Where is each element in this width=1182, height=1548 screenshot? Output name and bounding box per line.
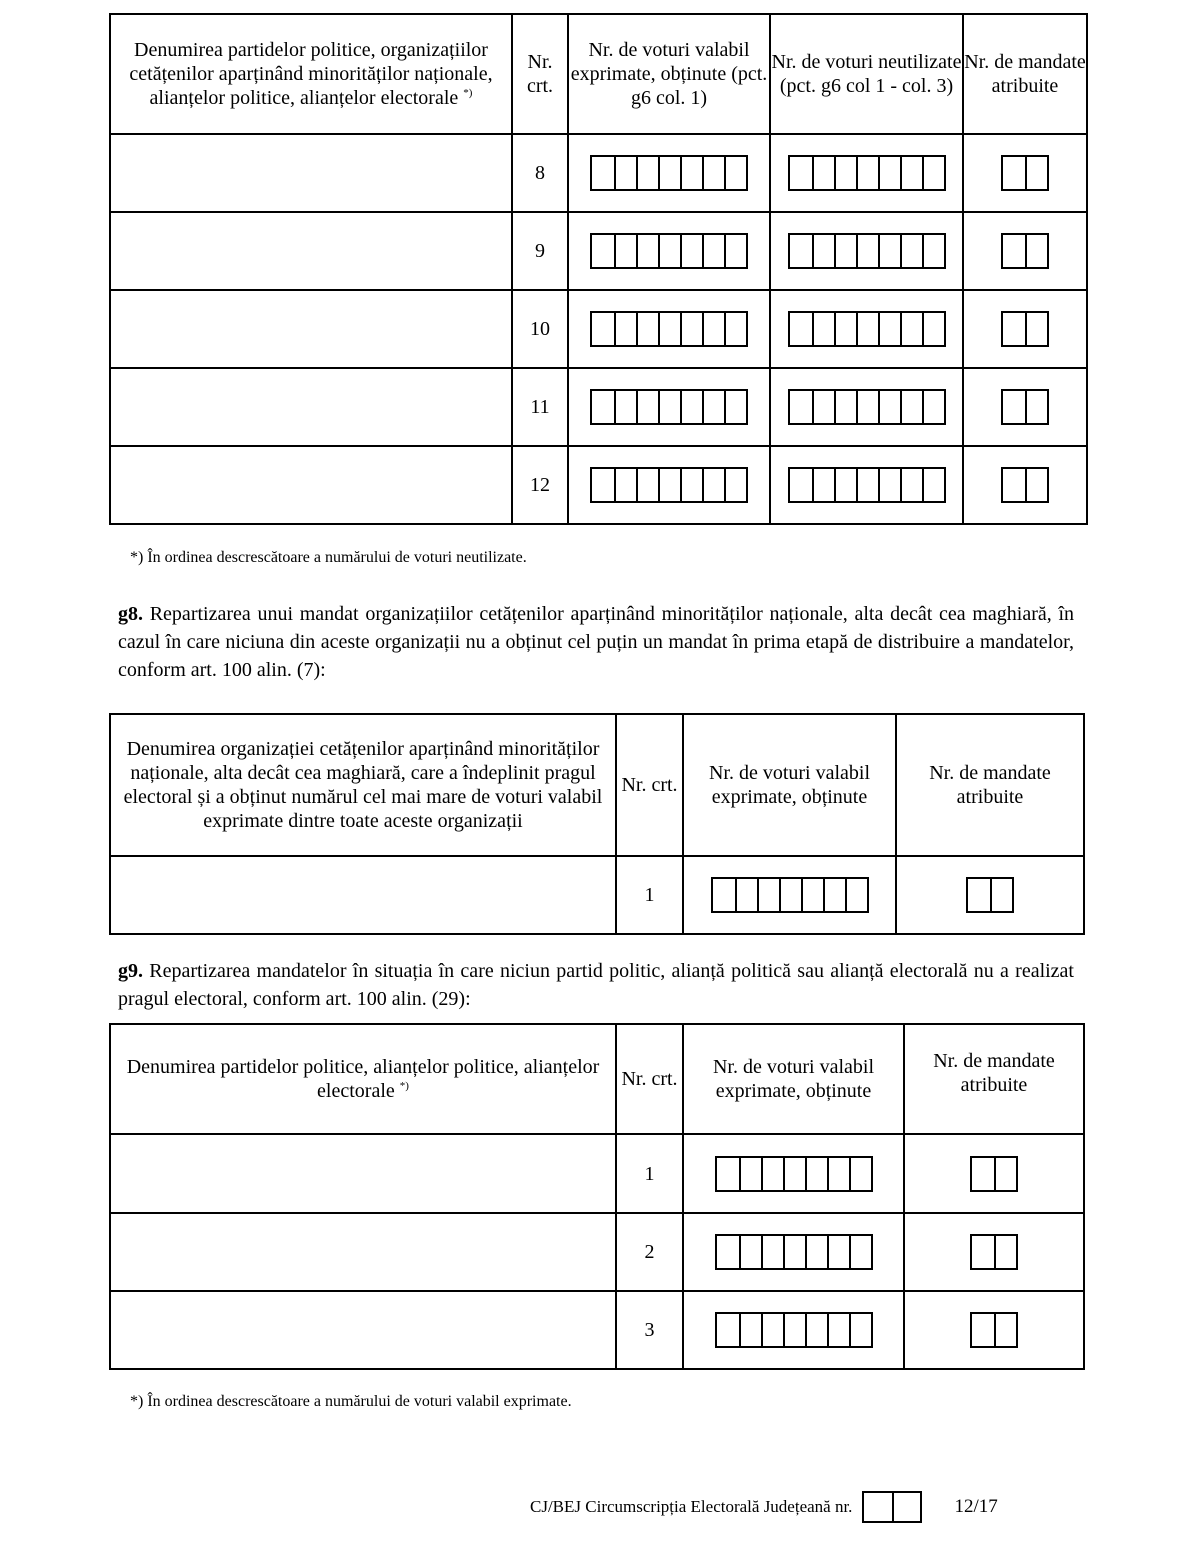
section-g9-text: Repartizarea mandatelor în situația în care niciun partid politic, alianță politică sau alianță electorală nu a realizat pragul electoral, conform art. 100 alin. (29): <box>118 960 1074 1010</box>
name-cell[interactable] <box>110 368 512 446</box>
valid-votes-digit-boxes[interactable] <box>715 1312 873 1348</box>
valid-votes-digit-boxes[interactable] <box>590 233 748 269</box>
table-row <box>110 1134 1084 1213</box>
nr-cell: 1 <box>616 856 683 934</box>
name-cell[interactable] <box>110 290 512 368</box>
mandates-digit-boxes[interactable] <box>1001 311 1049 347</box>
header-nr: Nr. crt. <box>616 714 683 856</box>
header-name: Denumirea organizației cetățenilor aparținând minorităților naționale, alta decât cea maghiară, care a îndeplinit pragul electoral și a obținut numărul cel mai mare de voturi valabil exprimate dintre toate aceste organizații <box>110 714 616 856</box>
table-row <box>110 368 1087 446</box>
valid-votes-cell <box>683 1213 904 1291</box>
mandates-digit-boxes[interactable] <box>1001 389 1049 425</box>
valid-votes-digit-boxes[interactable] <box>590 311 748 347</box>
table-row <box>110 1291 1084 1369</box>
name-cell[interactable] <box>110 1134 616 1213</box>
section-g8-paragraph <box>118 600 1074 684</box>
footer-label: CJ/BEJ Circumscripția Electorală Județeană nr. <box>530 1497 853 1516</box>
unused-votes-digit-boxes[interactable] <box>788 389 946 425</box>
table-g9 <box>109 1023 1085 1370</box>
table-header-row <box>110 14 1087 134</box>
unused-votes-cell <box>770 212 963 290</box>
unused-votes-cell <box>770 446 963 524</box>
valid-votes-cell <box>683 1291 904 1369</box>
header-valid-votes: Nr. de voturi valabil exprimate, obținute (pct. g6 col. 1) <box>568 14 770 134</box>
valid-votes-digit-boxes[interactable] <box>711 877 869 913</box>
header-name: Denumirea partidelor politice, organizațiilor cetățenilor aparținând minorităților naționale, alianțelor politice, alianțelor electorale *) <box>110 14 512 134</box>
nr-cell: 12 <box>512 446 568 524</box>
mandates-cell <box>904 1291 1084 1369</box>
valid-votes-cell <box>568 212 770 290</box>
mandates-digit-boxes[interactable] <box>1001 467 1049 503</box>
mandates-digit-boxes[interactable] <box>970 1156 1018 1192</box>
footnote-g9: *) În ordinea descrescătoare a numărului de voturi valabil exprimate. <box>130 1393 572 1410</box>
section-g9-paragraph <box>118 957 1074 1013</box>
name-cell[interactable] <box>110 1291 616 1369</box>
unused-votes-digit-boxes[interactable] <box>788 233 946 269</box>
header-unused-votes: Nr. de voturi neutilizate (pct. g6 col 1 - col. 3) <box>770 14 963 134</box>
nr-cell: 1 <box>616 1134 683 1213</box>
unused-votes-cell <box>770 290 963 368</box>
unused-votes-cell <box>770 368 963 446</box>
mandates-digit-boxes[interactable] <box>970 1312 1018 1348</box>
table-row <box>110 212 1087 290</box>
name-cell[interactable] <box>110 1213 616 1291</box>
table-row <box>110 856 1084 934</box>
table-row <box>110 1213 1084 1291</box>
footnote-g7: *) În ordinea descrescătoare a numărului de voturi neutilizate. <box>130 549 527 566</box>
name-cell[interactable] <box>110 856 616 934</box>
mandates-cell <box>896 856 1084 934</box>
header-nr: Nr. crt. <box>512 14 568 134</box>
table-g8 <box>109 713 1085 935</box>
header-name: Denumirea partidelor politice, alianțelor politice, alianțelor electorale *) <box>110 1024 616 1134</box>
mandates-cell <box>963 212 1087 290</box>
table-row <box>110 290 1087 368</box>
nr-cell: 10 <box>512 290 568 368</box>
mandates-digit-boxes[interactable] <box>966 877 1014 913</box>
section-g9-label: g9. <box>118 960 143 982</box>
nr-cell: 11 <box>512 368 568 446</box>
valid-votes-digit-boxes[interactable] <box>715 1156 873 1192</box>
unused-votes-digit-boxes[interactable] <box>788 467 946 503</box>
header-valid-votes: Nr. de voturi valabil exprimate, obținute <box>683 1024 904 1134</box>
valid-votes-digit-boxes[interactable] <box>590 389 748 425</box>
valid-votes-cell <box>683 856 896 934</box>
header-nr: Nr. crt. <box>616 1024 683 1134</box>
unused-votes-cell <box>770 134 963 212</box>
mandates-cell <box>963 290 1087 368</box>
mandates-cell <box>963 446 1087 524</box>
header-valid-votes: Nr. de voturi valabil exprimate, obținute <box>683 714 896 856</box>
mandates-cell <box>963 134 1087 212</box>
mandates-digit-boxes[interactable] <box>1001 155 1049 191</box>
mandates-digit-boxes[interactable] <box>1001 233 1049 269</box>
table-header-row <box>110 714 1084 856</box>
valid-votes-cell <box>568 290 770 368</box>
valid-votes-cell <box>568 446 770 524</box>
header-mandates: Nr. de mandate atribuite <box>896 714 1084 856</box>
nr-cell: 3 <box>616 1291 683 1369</box>
valid-votes-digit-boxes[interactable] <box>590 155 748 191</box>
name-cell[interactable] <box>110 134 512 212</box>
valid-votes-cell <box>568 134 770 212</box>
valid-votes-cell <box>683 1134 904 1213</box>
mandates-digit-boxes[interactable] <box>970 1234 1018 1270</box>
name-cell[interactable] <box>110 212 512 290</box>
valid-votes-digit-boxes[interactable] <box>715 1234 873 1270</box>
section-g8-text: Repartizarea unui mandat organizațiilor cetățenilor aparținând minorităților naționale, alta decât cea maghiară, în cazul în care niciuna din aceste organizații nu a obținut cel puțin un mandat în prima etapă de distribuire a mandatelor, conform art. 100 alin. (7): <box>118 603 1075 681</box>
mandates-cell <box>904 1134 1084 1213</box>
name-cell[interactable] <box>110 446 512 524</box>
table-header-row <box>110 1024 1084 1134</box>
section-g8-label: g8. <box>118 603 143 625</box>
page-footer <box>530 1490 998 1524</box>
table-row <box>110 134 1087 212</box>
nr-cell: 2 <box>616 1213 683 1291</box>
table-g7 <box>109 13 1088 525</box>
unused-votes-digit-boxes[interactable] <box>788 311 946 347</box>
header-mandates: Nr. de mandate atribuite <box>904 1024 1084 1134</box>
mandates-cell <box>904 1213 1084 1291</box>
valid-votes-digit-boxes[interactable] <box>590 467 748 503</box>
page-number: 12/17 <box>954 1496 998 1517</box>
county-number-digit-boxes[interactable] <box>862 1491 922 1523</box>
valid-votes-cell <box>568 368 770 446</box>
table-row <box>110 446 1087 524</box>
nr-cell: 9 <box>512 212 568 290</box>
mandates-cell <box>963 368 1087 446</box>
nr-cell: 8 <box>512 134 568 212</box>
header-mandates: Nr. de mandate atribuite <box>963 14 1087 134</box>
unused-votes-digit-boxes[interactable] <box>788 155 946 191</box>
